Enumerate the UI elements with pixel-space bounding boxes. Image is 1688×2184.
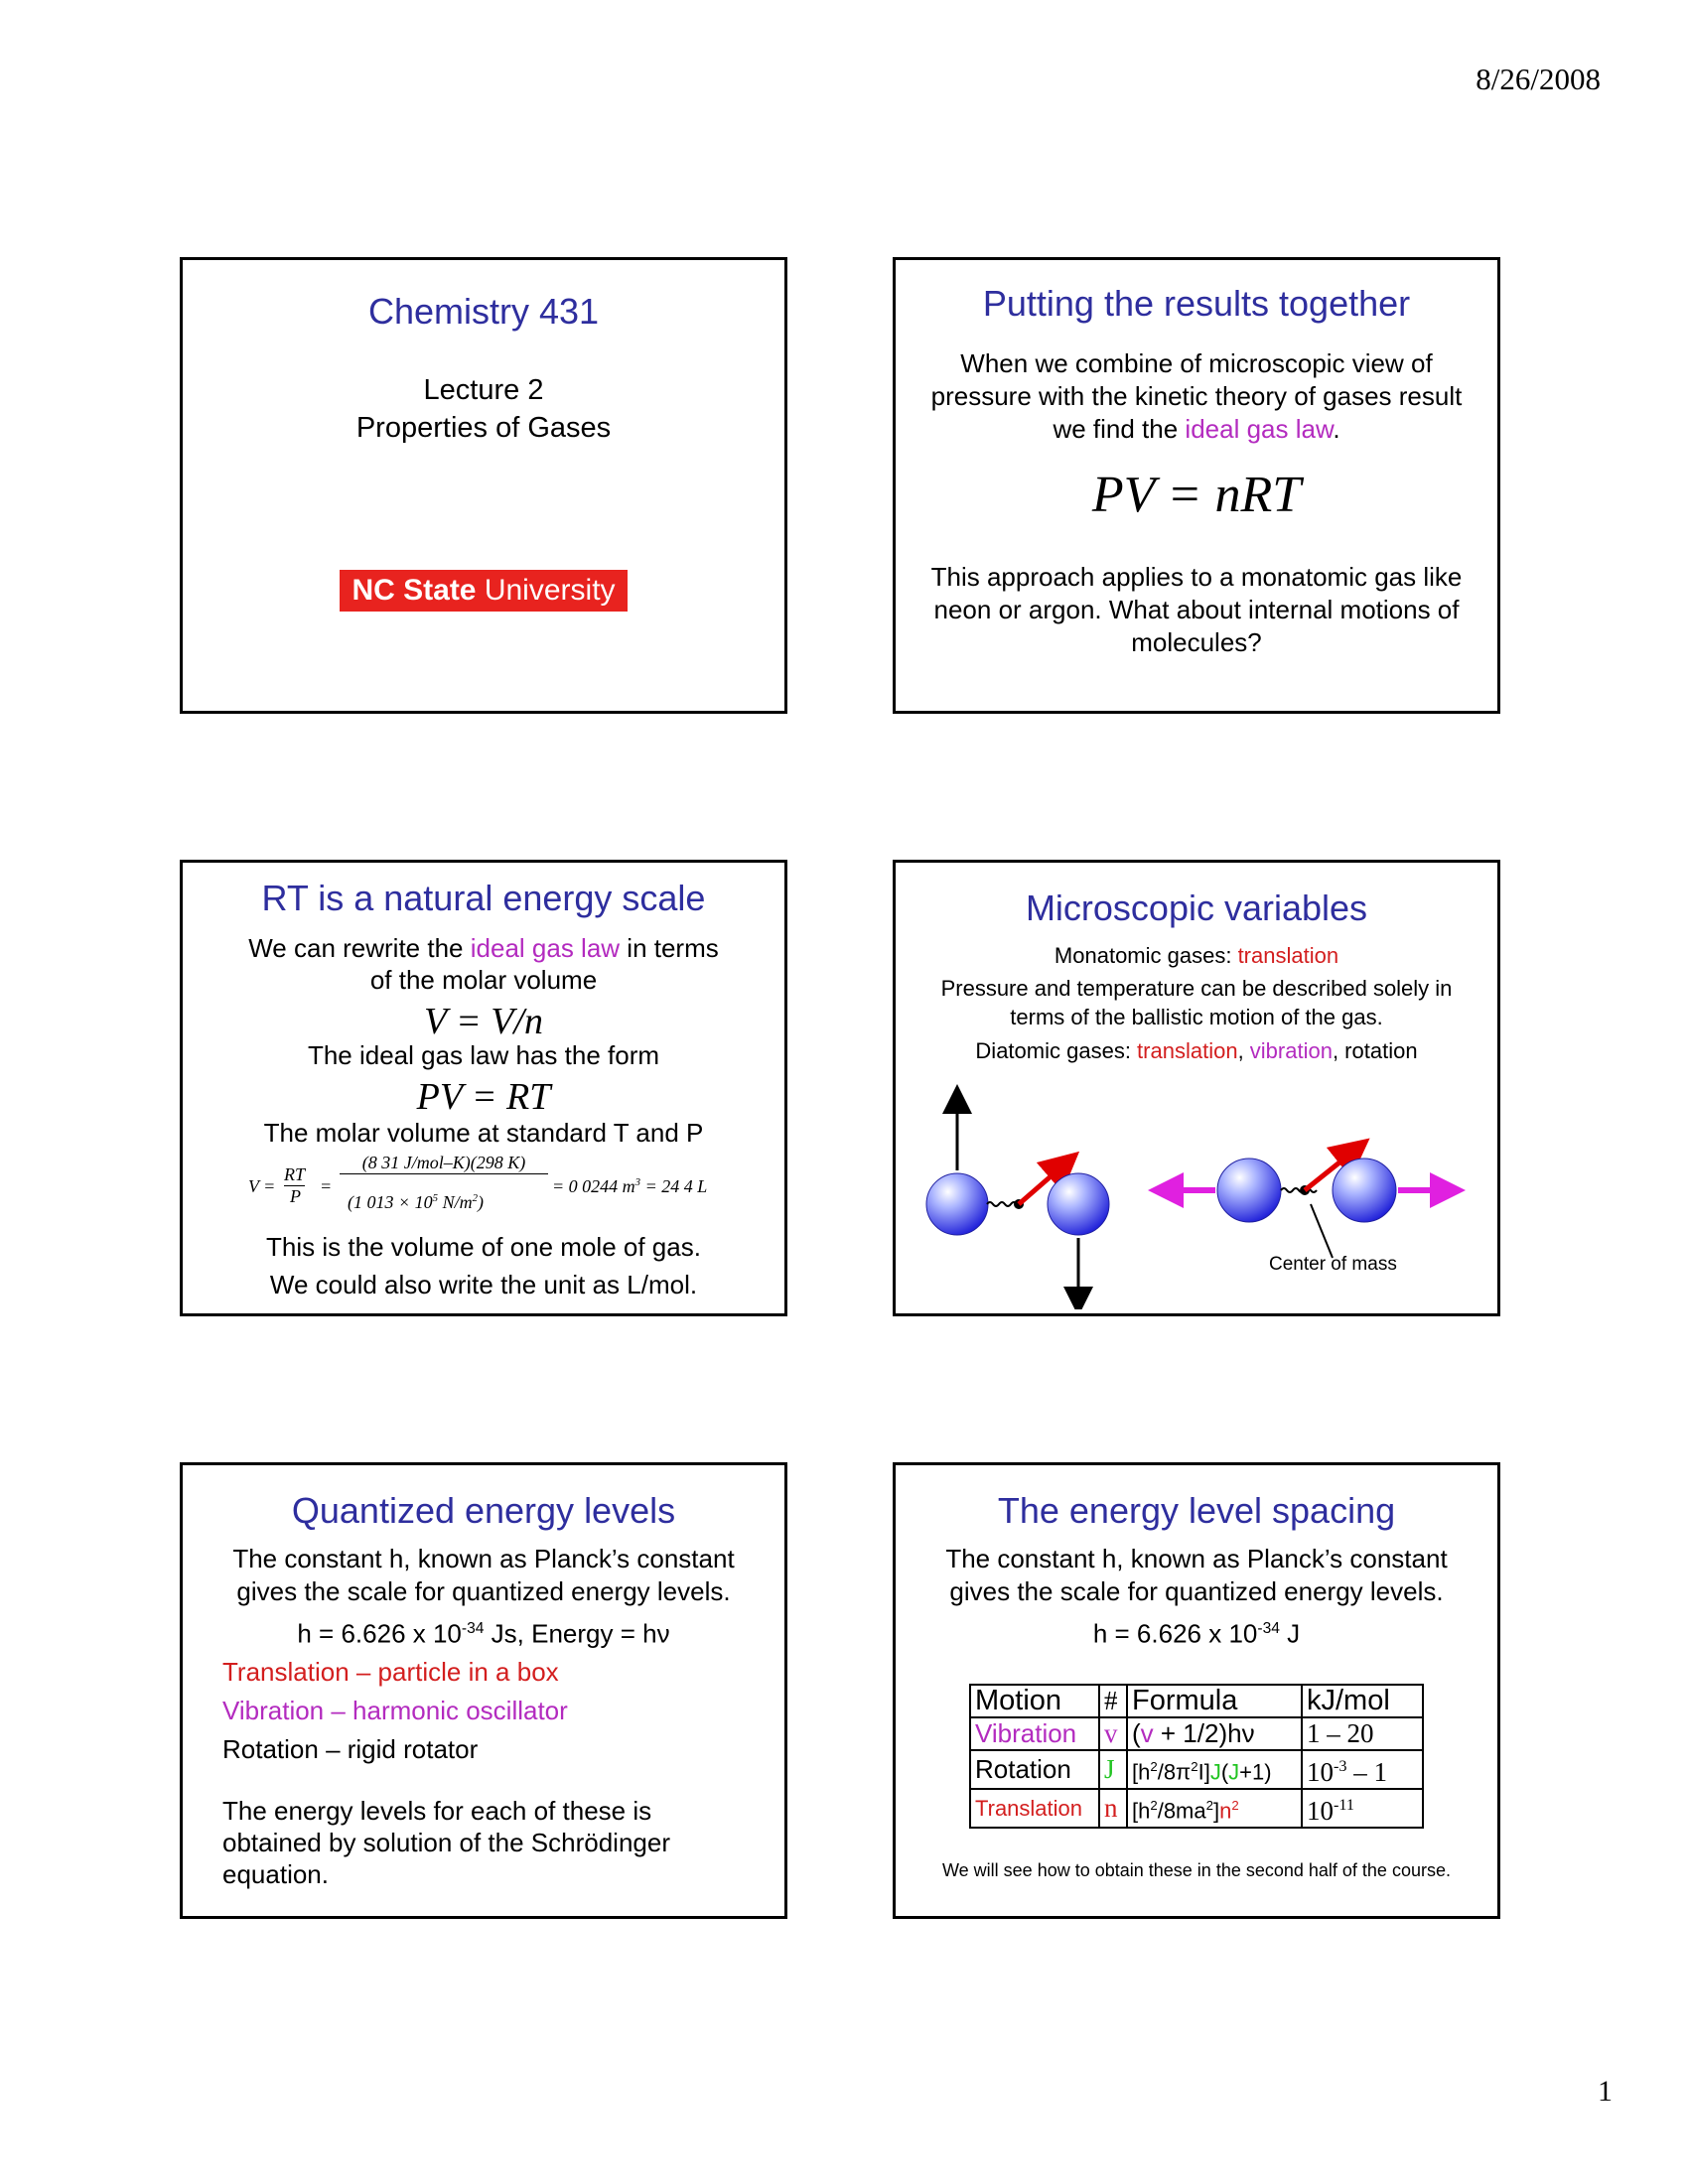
monatomic-line: Monatomic gases: translation	[1054, 943, 1339, 968]
ideal-gas-law-link: ideal gas law	[1185, 414, 1334, 444]
ideal-gas-equation: PV = nRT	[1091, 467, 1302, 523]
vibration-line: Vibration – harmonic oscillator	[222, 1695, 568, 1725]
molecule-diagram	[896, 1081, 1497, 1309]
atom-right-icon	[1333, 1159, 1396, 1222]
diatomic-line: Diatomic gases: translation, vibration, rotation	[975, 1038, 1418, 1063]
molar-volume-line: of the molar volume	[369, 965, 598, 995]
table-header-row: Motion # Formula kJ/mol	[970, 1685, 1423, 1717]
slide-title: Chemistry 431	[367, 291, 600, 332]
monatomic-paragraph: This approach applies to a monatomic gas like neon or argon. What about internal motions of molecules?	[930, 562, 1463, 657]
page-number: 1	[1598, 2075, 1613, 2108]
volume-line: This is the volume of one mole of gas.	[266, 1232, 701, 1262]
atom-left-icon	[1217, 1159, 1281, 1222]
unit-line: We could also write the unit as L/mol.	[269, 1270, 698, 1299]
intro-paragraph: When we combine of microscopic view of pressure with the kinetic theory of gases result we find the ideal gas law.	[930, 348, 1463, 444]
table-row: Rotation J $[h^2/8\pi^2I]J(J+1)$ $10^{-3} - 1$	[970, 1750, 1423, 1789]
rotation-line: Rotation – rigid rotator	[222, 1733, 479, 1764]
vibrating-molecule	[1166, 1151, 1448, 1258]
slide-energy-level-spacing	[893, 1462, 1500, 1919]
planck-paragraph: The constant h, known as Planck’s constant gives the scale for quantized energy levels.	[945, 1544, 1448, 1606]
table-row: Translation n $[h^2/8ma^2]n^2$ $10^{-11}$	[970, 1789, 1423, 1828]
center-of-mass-label: Center of mass	[1269, 1254, 1397, 1275]
molar-volume-equation: V = V/n	[424, 1001, 543, 1042]
slide-putting-results-together	[893, 257, 1500, 714]
slide-quantized-energy-levels	[180, 1462, 787, 1919]
rotating-molecule	[926, 1099, 1109, 1301]
atom-left-icon	[926, 1173, 988, 1235]
slide-chemistry-431	[180, 257, 787, 714]
translation-line: Translation – particle in a box	[222, 1656, 559, 1687]
atom-right-icon	[1048, 1173, 1109, 1235]
ideal-form-line: The ideal gas law has the form	[307, 1040, 660, 1070]
course-note: We will see how to obtain these in the second half of the course.	[942, 1860, 1451, 1880]
planck-value: h = 6.626 x $10^{-34}$ J	[1092, 1618, 1301, 1649]
planck-paragraph: The constant h, known as Planck’s constant gives the scale for quantized energy levels.	[232, 1544, 735, 1606]
table-row: Vibration v (v + 1/2)hν 1 – 20	[970, 1717, 1423, 1750]
ideal-gas-law-link: ideal gas law	[470, 933, 621, 963]
molar-volume-calculation: V = RT P = (8 31 J/mol–K)(298 K) (1 $013 \times 10^5$ $N/m^2$) = 0 0244 $m^3 = 24$ 4 L	[248, 1153, 708, 1212]
pressure-temperature-line: Pressure and temperature can be described solely in terms of the ballistic motion of the gas.	[940, 976, 1453, 1029]
slide-title: RT is a natural energy scale	[261, 878, 706, 918]
slide-title: Microscopic variables	[1025, 887, 1368, 928]
rewrite-line: We can rewrite the ideal gas law in terms	[248, 933, 719, 963]
pv-rt-equation: PV = RT	[416, 1076, 551, 1118]
lecture-topic: Properties of Gases	[355, 412, 612, 444]
slide-rt-energy-scale	[180, 860, 787, 1316]
slide-microscopic-variables	[893, 860, 1500, 1316]
pointer-line-icon	[1311, 1204, 1333, 1258]
lecture-number: Lecture 2	[423, 374, 544, 406]
slide-title: The energy level spacing	[997, 1490, 1396, 1531]
planck-value: h = 6.626 x $10^{-34}$ Js, Energy = hν	[297, 1618, 670, 1649]
slide-title: Putting the results together	[982, 283, 1411, 324]
page-date: 8/26/2008	[1476, 62, 1601, 96]
standard-tp-line: The molar volume at standard T and P	[263, 1118, 704, 1148]
bond-spring-icon	[1281, 1188, 1317, 1192]
slide-title: Quantized energy levels	[291, 1490, 676, 1531]
ncsu-logo: NC State University	[340, 570, 627, 612]
energy-level-table	[969, 1684, 1424, 1829]
schrodinger-paragraph: The energy levels for each of these is obtained by solution of the Schrödinger equation.	[222, 1795, 670, 1889]
